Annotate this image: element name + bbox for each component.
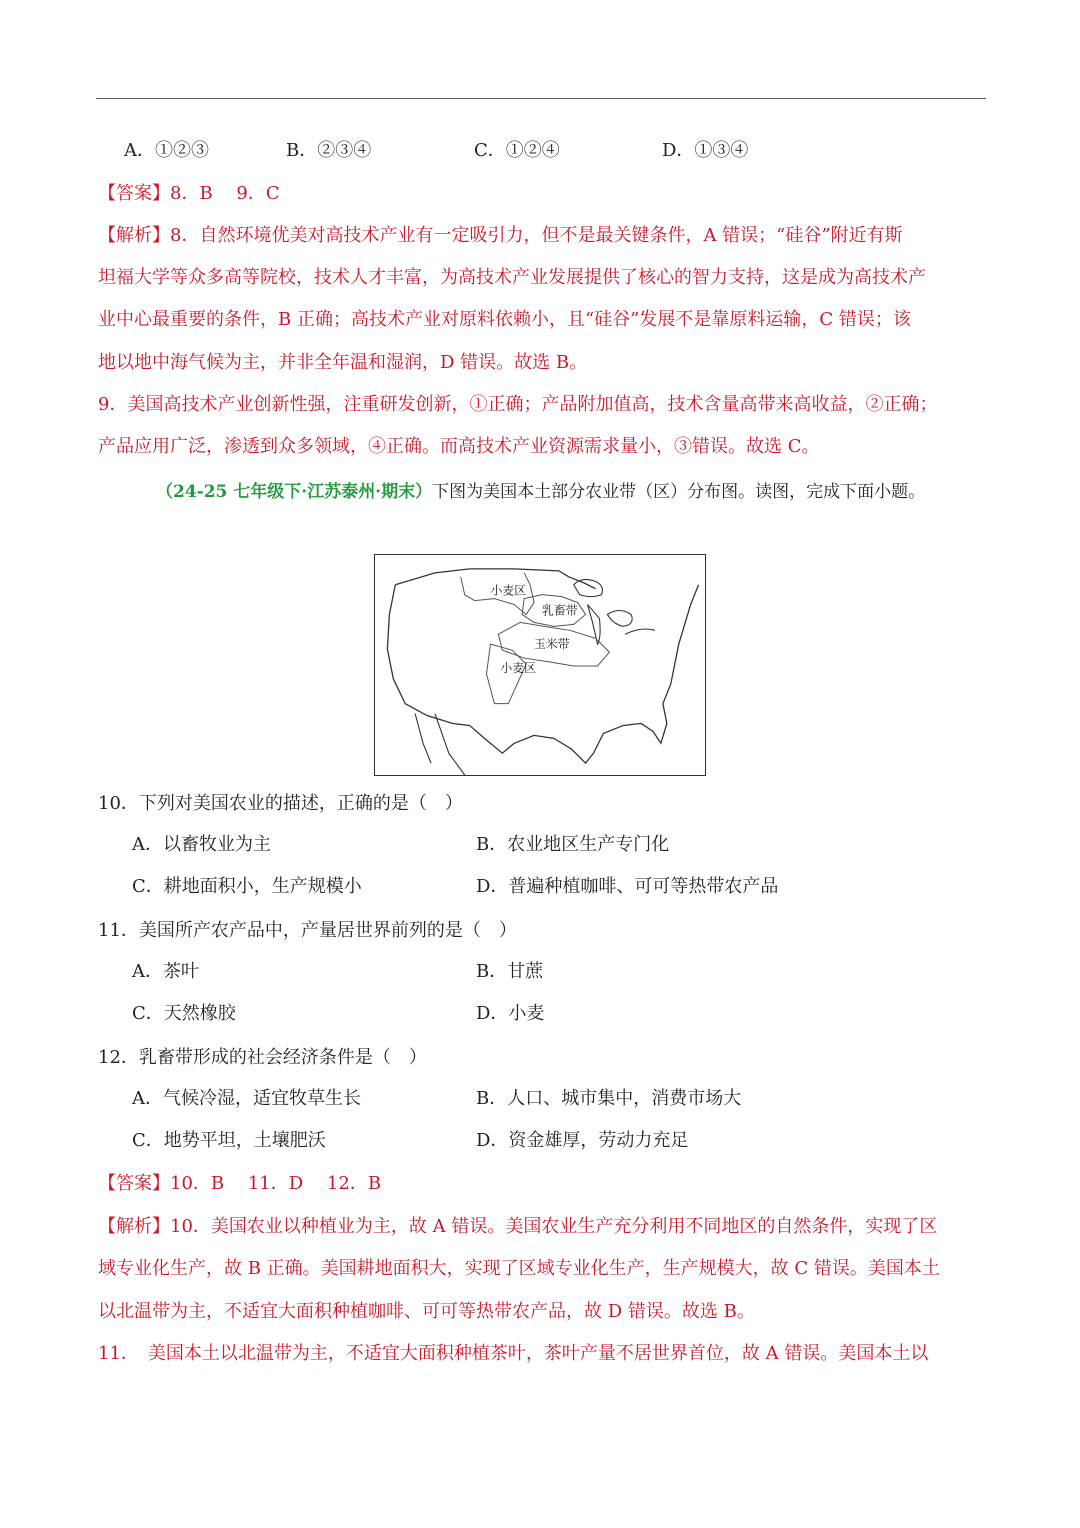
answer-text: 8．B 9．C (170, 183, 280, 204)
question-intro (156, 480, 925, 504)
analysis-tag: 【解析】 (98, 225, 170, 246)
map-label-corn: 玉米带 (534, 637, 570, 652)
map-label-wheat-south: 小麦区 (500, 660, 536, 675)
q12-option-a: A．气候冷湿，适宜牧草生长 (132, 1088, 361, 1109)
q7-option-a: A．①②③ (124, 140, 209, 161)
answer-line-2 (98, 1172, 381, 1196)
analysis-tag: 【解析】 (98, 1216, 170, 1237)
map-great-lake (607, 610, 632, 626)
analysis-line (98, 266, 926, 290)
q12-option-d: D．资金雄厚，劳动力充足 (476, 1130, 689, 1151)
map-great-lake (574, 579, 603, 596)
q10-stem: 10．下列对美国农业的描述，正确的是（ ） (98, 793, 463, 814)
q11-stem: 11．美国所产农产品中，产量居世界前列的是（ ） (98, 920, 517, 941)
answer-tag: 【答案】 (98, 183, 170, 204)
analysis-line (98, 1342, 928, 1366)
q10-option-b: B．农业地区生产专门化 (476, 834, 670, 855)
answer-text: 10．B 11．D 12．B (170, 1173, 382, 1194)
analysis-text: 坦福大学等众多高等院校，技术人才丰富，为高技术产业发展提供了核心的智力支持，这是成为高技术产 (98, 267, 926, 288)
q12-option-b: B．人口、城市集中，消费市场大 (476, 1088, 742, 1109)
question-source: （24-25 七年级下·江苏泰州·期末） (156, 482, 433, 502)
q11-option-a: A．茶叶 (132, 961, 199, 982)
analysis-line (98, 435, 820, 459)
analysis-text: 以北温带为主，不适宜大面积种植咖啡、可可等热带农产品，故 D 错误。故选 B。 (98, 1301, 755, 1322)
map-label-wheat-north: 小麦区 (490, 583, 527, 598)
q12-stem: 12．乳畜带形成的社会经济条件是（ ） (98, 1047, 427, 1068)
map-great-lake (625, 629, 655, 634)
analysis-text: 产品应用广泛，渗透到众多领域，④正确。而高技术产业资源需求量小，③错误。故选 C。 (98, 436, 820, 457)
analysis-text: 域专业化生产，故 B 正确。美国耕地面积大，实现了区域专业化生产，生产规模大，故 C 错误。美国本土 (98, 1258, 940, 1279)
analysis-line (98, 393, 937, 417)
map-svg (375, 555, 705, 775)
q11-option-c: C．天然橡胶 (132, 1003, 236, 1024)
analysis-line (98, 1300, 755, 1324)
q7-option-c: C．①②④ (474, 140, 560, 161)
map-baja (415, 714, 431, 764)
analysis-text: 9．美国高技术产业创新性强，注重研发创新，①正确；产品附加值高，技术含量高带来高收益，②正确； (98, 394, 938, 415)
analysis-line (98, 1257, 940, 1281)
analysis-text: 业中心最重要的条件，B 正确；高技术产业对原料依赖小，且“硅谷”发展不是靠原料运输，C 错误；该 (98, 309, 911, 330)
analysis-line (98, 351, 587, 375)
intro-text: 下图为美国本土部分农业带（区）分布图。读图，完成下面小题。 (432, 482, 926, 502)
q7-option-b: B．②③④ (286, 140, 372, 161)
analysis-line (98, 308, 911, 332)
analysis-line (98, 1215, 937, 1239)
q11-option-d: D．小麦 (476, 1003, 545, 1024)
header-rule (96, 98, 986, 99)
analysis-line (98, 224, 903, 248)
us-agriculture-map (374, 554, 706, 776)
analysis-text: 8．自然环境优美对高技术产业有一定吸引力，但不是最关键条件，A 错误；“硅谷”附近有斯 (170, 225, 903, 246)
q12-option-c: C．地势平坦，土壤肥沃 (132, 1130, 326, 1151)
q10-option-d: D．普遍种植咖啡、可可等热带农产品 (476, 876, 779, 897)
map-label-dairy: 乳畜带 (541, 603, 578, 618)
q10-option-a: A．以畜牧业为主 (132, 834, 271, 855)
answer-tag: 【答案】 (98, 1173, 170, 1194)
q7-option-d: D．①③④ (662, 140, 749, 161)
q10-option-c: C．耕地面积小，生产规模小 (132, 876, 362, 897)
q11-option-b: B．甘蔗 (476, 961, 544, 982)
analysis-text: 11． 美国本土以北温带为主，不适宜大面积种植茶叶，茶叶产量不居世界首位，故 A 错误。美国本土以 (98, 1343, 929, 1364)
answer-line-1 (98, 182, 280, 206)
analysis-text: 10．美国农业以种植业为主，故 A 错误。美国农业生产充分利用不同地区的自然条件，实现了区 (170, 1216, 938, 1237)
analysis-text: 地以地中海气候为主，并非全年温和湿润，D 错误。故选 B。 (98, 352, 588, 373)
